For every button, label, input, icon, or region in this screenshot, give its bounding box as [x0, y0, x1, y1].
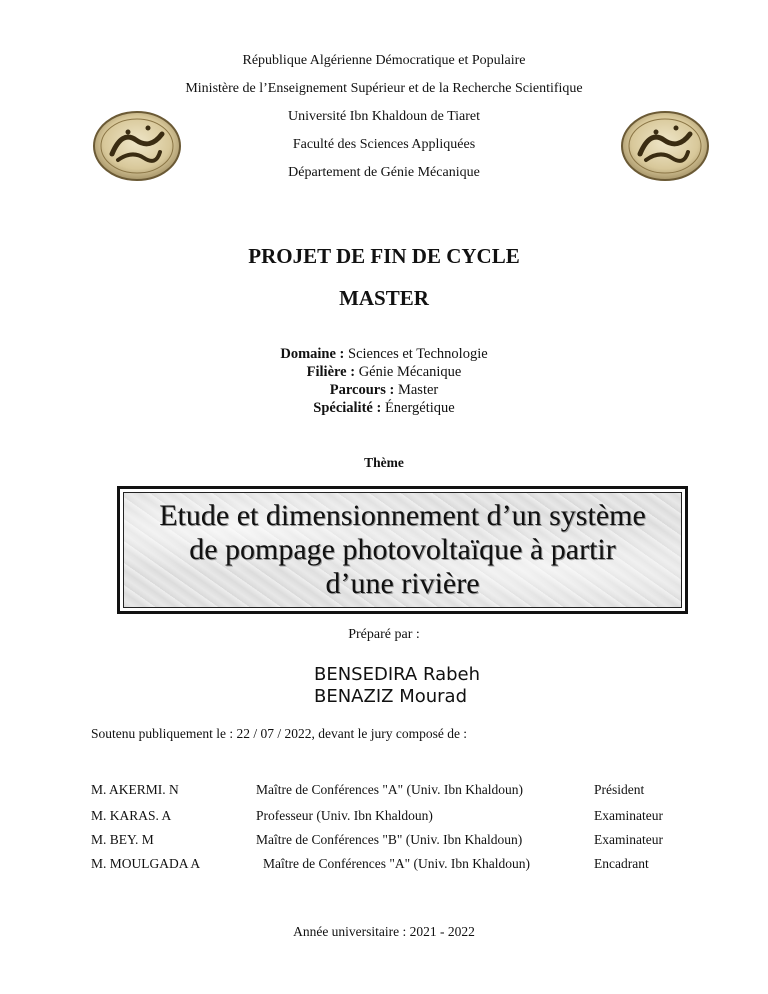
- project-title: PROJET DE FIN DE CYCLE: [248, 244, 520, 268]
- jury-grade: Maître de Conférences "B" (Univ. Ibn Khaldoun): [256, 832, 523, 847]
- header-department: Département de Génie Mécanique: [288, 165, 480, 180]
- university-logo-left: [92, 110, 182, 182]
- jury-grade: Maître de Conférences "A" (Univ. Ibn Khaldoun): [263, 856, 530, 871]
- defense-statement: Soutenu publiquement le : 22 / 07 / 2022, devant le jury composé de :: [91, 726, 468, 741]
- jury-name: M. BEY. M: [91, 832, 154, 847]
- field-parcours: [0, 382, 768, 398]
- author-2: BENAZIZ Mourad: [314, 686, 467, 707]
- theme-box: [117, 486, 688, 614]
- jury-role: Examinateur: [594, 808, 663, 823]
- academic-year: Année universitaire : 2021 - 2022: [293, 924, 475, 939]
- table-row: [0, 832, 768, 850]
- field-value: Génie Mécanique: [355, 364, 462, 380]
- field-label: Filière :: [306, 364, 356, 380]
- field-value: Master: [394, 382, 439, 398]
- header-ministry: Ministère de l’Enseignement Supérieur et de la Recherche Scientifique: [185, 81, 583, 96]
- theme-line: Etude et dimensionnement d’un système: [159, 499, 646, 532]
- header-university: Université Ibn Khaldoun de Tiaret: [287, 109, 481, 124]
- field-specialite: [0, 400, 768, 416]
- jury-name: M. AKERMI. N: [91, 782, 179, 797]
- header-republic: République Algérienne Démocratique et Populaire: [242, 53, 526, 68]
- theme-title: [159, 499, 646, 601]
- jury-name: M. KARAS. A: [91, 808, 172, 823]
- field-label: Parcours :: [329, 382, 395, 398]
- theme-marble-panel: [123, 492, 682, 608]
- prepared-by-label: Préparé par :: [348, 627, 420, 642]
- university-logo-right: [620, 110, 710, 182]
- theme-line: d’une rivière: [325, 567, 480, 600]
- jury-name: M. MOULGADA A: [91, 856, 201, 871]
- jury-role: Examinateur: [594, 832, 663, 847]
- author-1: BENSEDIRA Rabeh: [314, 664, 481, 685]
- field-label: Domaine :: [280, 346, 345, 362]
- field-value: Sciences et Technologie: [344, 346, 488, 362]
- table-row: [0, 808, 768, 826]
- header-faculty: Faculté des Sciences Appliquées: [292, 137, 476, 152]
- jury-grade: Maître de Conférences "A" (Univ. Ibn Khaldoun): [256, 782, 523, 797]
- theme-line: de pompage photovoltaïque à partir: [189, 533, 616, 566]
- project-subtitle: MASTER: [339, 286, 429, 310]
- field-value: Énergétique: [381, 400, 455, 416]
- jury-role: Encadrant: [594, 856, 649, 871]
- jury-role: Président: [594, 782, 645, 797]
- field-filiere: [0, 364, 768, 380]
- field-label: Spécialité :: [313, 400, 382, 416]
- table-row: [0, 856, 768, 874]
- jury-grade: Professeur (Univ. Ibn Khaldoun): [256, 808, 433, 823]
- field-domaine: [0, 346, 768, 362]
- theme-label: Thème: [364, 455, 404, 470]
- table-row: [0, 782, 768, 800]
